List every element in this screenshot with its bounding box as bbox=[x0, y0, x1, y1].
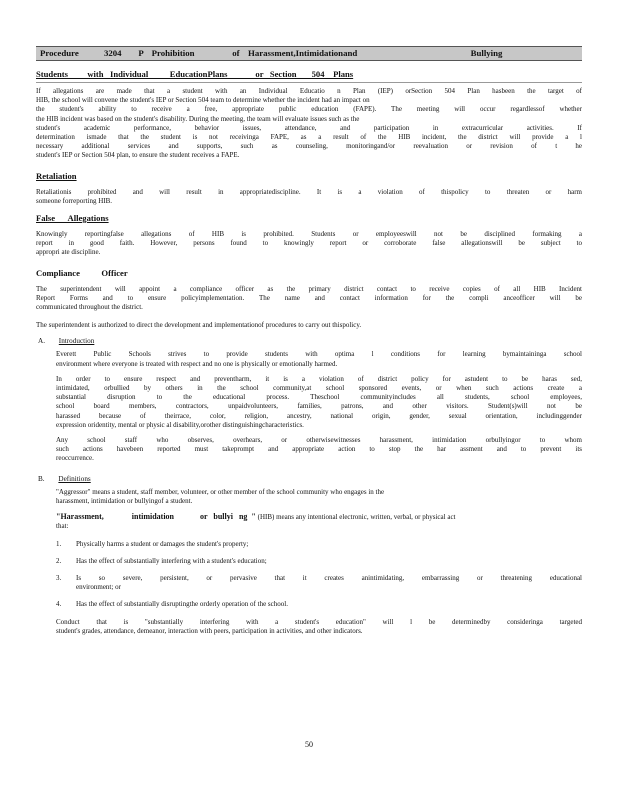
procedure-title-bar: Procedure 3204 P Prohibition of Harassment,Intimidationand Bullying bbox=[36, 46, 582, 61]
body-line: determination ismade that the student is not receivinga FAPE, as a result of the HIB incident, the district will provide a l bbox=[36, 133, 582, 142]
section-b-heading bbox=[38, 474, 582, 484]
body-line: HIB, the school will convene the student's IEP or Section 504 team to determine whether the incident had an impact on bbox=[36, 96, 370, 105]
body-line: necessary additional services and supports, such as counseling, monitoringand/or reevaluation or revision of t he bbox=[36, 142, 582, 151]
list-number: 1. bbox=[56, 539, 62, 548]
list-text: Has the effect of substantially disruptingthe orderly operation of the school. bbox=[76, 600, 288, 609]
page-number: 50 bbox=[305, 740, 313, 749]
compliance-line: The superintendent is authorized to direct the development and implementationof procedures to carry out thispolicy. bbox=[36, 321, 362, 330]
intro-line: reoccurrence. bbox=[56, 454, 94, 463]
intro-line: substantial disruption to the educational process. Theschool communityincludes all students, school employees, bbox=[56, 393, 582, 402]
compliance-line: communicated throughout the district. bbox=[36, 303, 143, 312]
intro-line: In order to ensure respect and preventharm, it is a violation of district policy for astudent to be haras sed, bbox=[56, 374, 582, 383]
list-item bbox=[56, 540, 582, 549]
intro-line: Any school staff who observes, overhears, or otherwisewitnesses harassment, intimidation orbullyingor to whom bbox=[56, 436, 582, 445]
compliance-line: The superintendent will appoint a compliance officer as the primary district contact to receive copies of all HIB Incident bbox=[36, 284, 582, 293]
intro-line: intimidated, orbullied by others in the school community,at school sponsored events, or when such actions create a bbox=[56, 384, 582, 393]
retaliation-heading: Retaliation bbox=[36, 170, 77, 181]
body-line: the HIB incident was based on the student's disability. During the meeting, the team will evaluate issues such as the bbox=[36, 114, 360, 123]
false-line: appropri ate discipline. bbox=[36, 248, 101, 257]
aggressor-line: harassment, intimidation or bullyingof a student. bbox=[56, 496, 193, 505]
false-allegations-heading: False Allegations bbox=[36, 213, 109, 224]
false-line: Knowingly reportingfalse allegations of HIB is prohibited. Students or employeeswill not be disciplined formaking a bbox=[36, 230, 582, 239]
retaliation-line: someone forreporting HIB. bbox=[36, 196, 113, 205]
that-line: that: bbox=[56, 522, 69, 531]
hib-term: "Harassment, intimidation or bullyi ng " bbox=[56, 512, 256, 522]
section-b-label: B. bbox=[38, 474, 45, 483]
definitions-heading: Definitions bbox=[58, 474, 91, 483]
list-number: 3. bbox=[56, 573, 62, 582]
body-line: the student's ability to receive a free, appropriate public education (FAPE). The meeting will occur regardlessof whether bbox=[36, 105, 582, 114]
retaliation-line: Retaliationis prohibited and will result in appropriatediscipline. It is a violation of thispolicy to threaten or harm bbox=[36, 187, 582, 196]
intro-line: environment where everyone is treated with respect and no one is physically or emotionally harmed. bbox=[56, 359, 338, 368]
aggressor-line: "Aggressor" means a student, staff member, volunteer, or other member of the school community who engages in the bbox=[56, 487, 385, 496]
section-a-label: A. bbox=[38, 337, 45, 346]
compliance-line: Report Forms and to ensure policyimplementation. The name and contact information for the compli anceofficer will be bbox=[36, 293, 582, 302]
conduct-line: student's grades, attendance, demeanor, interaction with peers, participation in activities, and other indicators. bbox=[56, 626, 363, 635]
list-text: Physically harms a student or damages the student's property; bbox=[76, 539, 249, 548]
students-iep-heading: Students with Individual EducationPlans or Section 504 Plans bbox=[36, 69, 354, 79]
body-line: If allegations are made that a student with an Individual Educatio n Plan (IEP) orSection 504 Plan hasbeen the target of bbox=[36, 87, 582, 95]
intro-line: harassed because of theirrace, color, religion, ancestry, national origin, gender, sexual orientation, includinggender bbox=[56, 411, 582, 420]
body-line: student's IEP or Section 504 plan, to ensure the student receives a FAPE. bbox=[36, 151, 240, 160]
false-line: report in good faith. However, persons found to knowingly report or corroborate false allegationswill be subject to bbox=[36, 239, 582, 248]
introduction-heading: Introduction bbox=[58, 337, 95, 346]
compliance-officer-heading: Compliance Officer bbox=[36, 267, 128, 278]
list-text: Has the effect of substantially interfering with a student's education; bbox=[76, 556, 267, 565]
section-a-heading bbox=[38, 336, 582, 346]
intro-line: expression oridentity, mental or physic al disability,orother distinguishingcharacteristics. bbox=[56, 420, 304, 429]
hib-definition-text: (HIB) means any intentional electronic, written, verbal, or physical act bbox=[257, 513, 456, 522]
intro-line: Everett Public Schools strives to provide students with optima l conditions for learning bymaintaininga school bbox=[56, 350, 582, 359]
intro-line: such actions havebeen reported must takeprompt and appropriate action to stop the har assment and to prevent its bbox=[56, 445, 582, 454]
intro-line: school board members, contractors, unpaidvolunteers, families, patrons, and other visitors. Student(s)will not be bbox=[56, 402, 582, 411]
document-page bbox=[36, 46, 582, 636]
list-text: environment; or bbox=[76, 583, 121, 592]
body-line: student's academic performance, behavior issues, attendance, and participation in extracurricular activities. If bbox=[36, 123, 582, 132]
list-text: Is so severe, persistent, or pervasive that it creates anintimidating, embarrassing or threatening educational bbox=[76, 573, 582, 582]
list-number: 2. bbox=[56, 556, 62, 565]
list-item bbox=[56, 557, 582, 566]
introduction-body bbox=[56, 346, 582, 463]
list-item bbox=[56, 600, 582, 609]
hib-definition bbox=[56, 512, 582, 522]
list-number: 4. bbox=[56, 600, 62, 609]
list-item bbox=[56, 574, 582, 592]
definitions-body bbox=[56, 484, 582, 636]
students-iep-body bbox=[36, 87, 582, 161]
conduct-line: Conduct that is "substantially interfering with a student's education" will l be determinedby consideringa targeted bbox=[56, 617, 582, 626]
